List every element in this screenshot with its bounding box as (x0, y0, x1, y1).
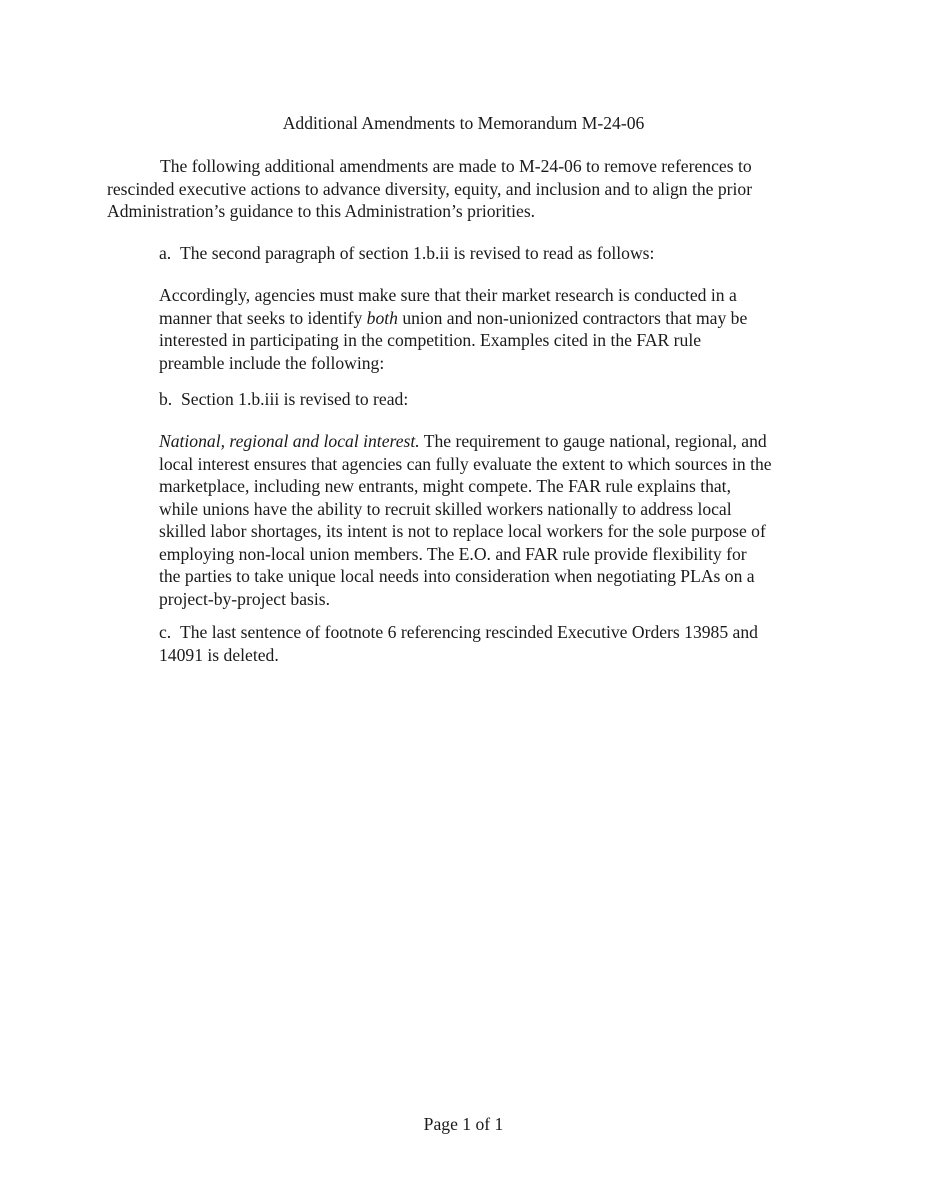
intro-text: The following additional amendments are made to M-24-06 to remove references to (160, 156, 752, 176)
quoted-line: project-by-project basis. (159, 588, 330, 609)
quoted-line (159, 621, 809, 644)
quoted-line: 14091 is deleted. (159, 644, 279, 665)
amendment-a-marker: a. (159, 243, 172, 263)
quoted-line: local interest ensures that agencies can fully evaluate the extent to which sources in the (159, 453, 772, 474)
amendment-a-quoted-text (159, 284, 809, 374)
quoted-line: skilled labor shortages, its intent is not to replace local workers for the sole purpose of (159, 521, 766, 541)
amendment-a-heading (159, 242, 809, 265)
quoted-line: preamble include the following: (159, 352, 385, 373)
document-title: Additional Amendments to Memorandum M-24-06 (282, 113, 645, 133)
quoted-line (159, 430, 809, 453)
amendment-b-heading (159, 388, 809, 411)
quoted-line: interested in participating in the competition. Examples cited in the FAR rule (159, 330, 702, 350)
quoted-line: the parties to take unique local needs into consideration when negotiating PLAs on a (159, 566, 755, 586)
intro-text: Administration’s guidance to this Administration’s priorities. (107, 201, 536, 221)
intro-paragraph (107, 155, 797, 223)
amendment-b-marker: b. (159, 389, 173, 409)
amendment-a-text: The second paragraph of section 1.b.ii is revised to read as follows: (180, 243, 655, 263)
amendment-c-text: The last sentence of footnote 6 referencing rescinded Executive Orders 13985 and (180, 622, 758, 642)
emphasis-text: both (366, 307, 398, 328)
quoted-line: Accordingly, agencies must make sure that their market research is conducted in a (159, 285, 737, 305)
amendment-c-marker: c. (159, 622, 172, 642)
amendment-b-quoted-text (159, 430, 809, 610)
quoted-segment: The requirement to gauge national, regional, and (419, 431, 767, 451)
quoted-line: employing non-local union members. The E.O. and FAR rule provide flexibility for (159, 543, 747, 564)
amendment-c (159, 621, 809, 666)
quoted-segment: union and non-unionized contractors that may be (397, 307, 748, 328)
amendment-b-text: Section 1.b.iii is revised to read: (181, 389, 409, 409)
quoted-line: marketplace, including new entrants, might compete. The FAR rule explains that, (159, 476, 731, 496)
quoted-line (159, 307, 809, 330)
page-number: Page 1 of 1 (423, 1114, 504, 1134)
section-heading-italic: National, regional and local interest. (159, 431, 420, 451)
quoted-line: while unions have the ability to recruit skilled workers nationally to address local (159, 498, 732, 519)
quoted-segment: manner that seeks to identify (159, 307, 367, 328)
intro-text: rescinded executive actions to advance diversity, equity, and inclusion and to align the prior (107, 178, 753, 199)
